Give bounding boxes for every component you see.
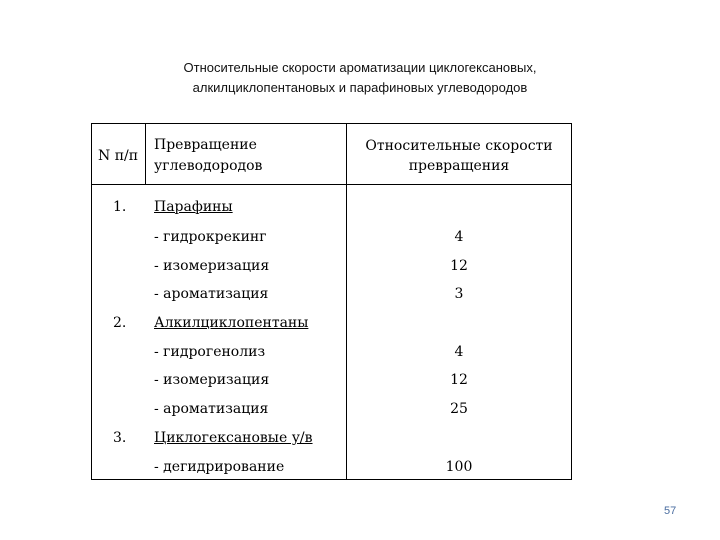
table-row-value: 25 — [450, 401, 468, 417]
page-number: 57 — [664, 505, 677, 517]
header-transformation-line2: углеводородов — [154, 158, 263, 174]
table-row-process: - ароматизация — [154, 286, 269, 302]
table-row-process: - гидрокрекинг — [154, 229, 267, 245]
header-speed-line2: превращения — [408, 158, 510, 174]
title-line-1: Относительные скорости ароматизации циклогексановых, — [183, 60, 537, 75]
slide-title — [100, 58, 620, 98]
group-number-2: 2. — [113, 315, 127, 331]
table-row-value: 4 — [454, 229, 464, 245]
group-name-2: Алкилциклопентаны — [154, 315, 309, 331]
group-number-1: 1. — [113, 199, 127, 215]
table-row-value: 12 — [450, 258, 468, 274]
header-divider — [91, 184, 572, 185]
header-transformation-line1: Превращение — [154, 137, 257, 153]
header-number: N п/п — [98, 148, 139, 164]
group-name-3: Циклогексановые у/в — [154, 430, 313, 446]
column-divider-1 — [145, 123, 146, 185]
group-name-1: Парафины — [154, 199, 233, 215]
title-line-2: алкилциклопентановых и парафиновых углеводородов — [192, 80, 528, 95]
table-row-value: 12 — [450, 372, 468, 388]
table-row-process: - ароматизация — [154, 401, 269, 417]
header-speed-line1: Относительные скорости — [365, 138, 553, 154]
table-row-value: 4 — [454, 344, 464, 360]
table-row-process: - гидрогенолиз — [154, 344, 266, 360]
table-row-value: 3 — [454, 286, 464, 302]
table-row-process: - изомеризация — [154, 372, 270, 388]
table-row-process: - дегидрирование — [154, 459, 285, 475]
table-row-process: - изомеризация — [154, 258, 270, 274]
group-number-3: 3. — [113, 430, 127, 446]
table-row-value: 100 — [445, 459, 473, 475]
